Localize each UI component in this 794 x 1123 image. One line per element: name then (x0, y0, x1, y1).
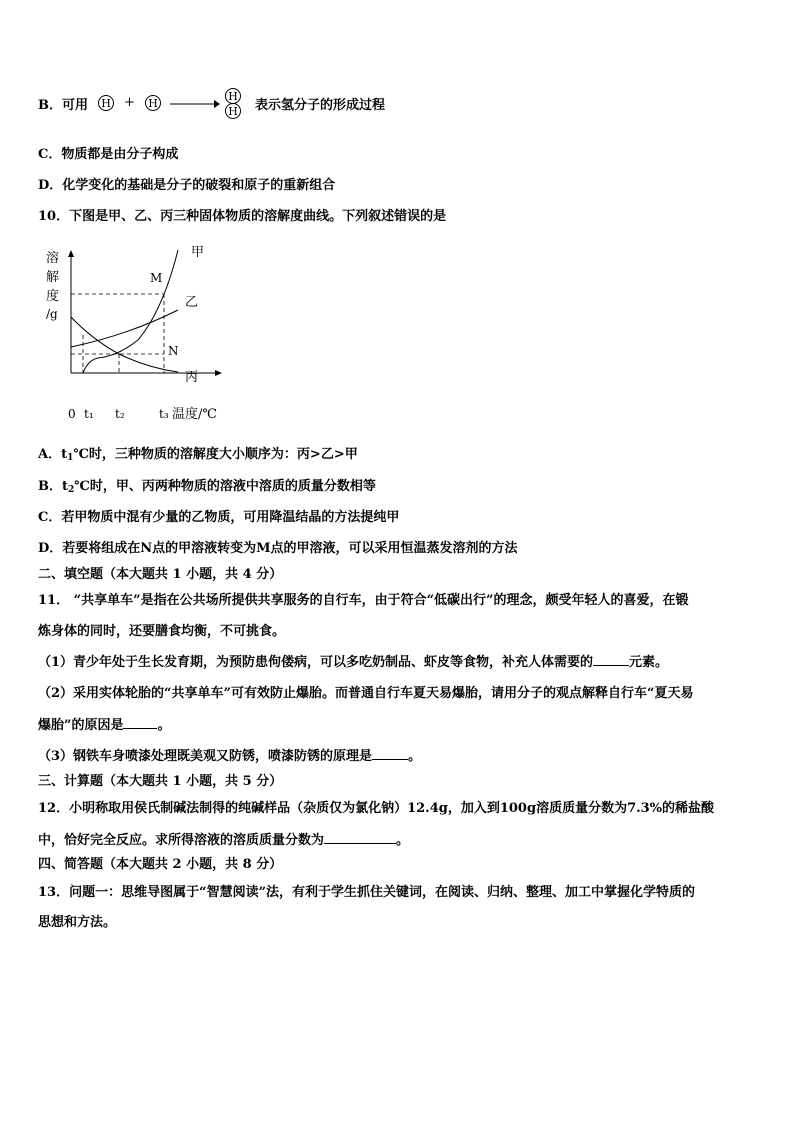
point-label-m: M (150, 271, 163, 285)
q10-option-b-text: ℃时，甲、丙两种物质的溶液中溶质的质量分数相等 (74, 479, 376, 494)
q12-line-2 (38, 831, 409, 850)
option-b (38, 97, 88, 115)
x-axis-label: 温度/℃ (172, 407, 217, 422)
series-label-bing: 丙 (185, 370, 199, 385)
q11-sub-3 (38, 747, 421, 766)
q10-option-b-prefix: B．t (38, 479, 68, 494)
q10-option-d: D．若要将组成在N点的甲溶液转变为M点的甲溶液，可以采用恒温蒸发溶剂的方法 (38, 541, 518, 556)
q11-sub-1-suffix: 元素。 (629, 655, 669, 670)
y-axis-label-char: 溶 (46, 251, 60, 266)
q11-sub-1 (38, 653, 668, 672)
hydrogen-atom-icon: H (145, 95, 161, 111)
subscript-1: 1 (67, 453, 74, 463)
option-d: D．化学变化的基础是分子的破裂和原子的重新组合 (38, 178, 336, 193)
option-c: C．物质都是由分子构成 (38, 147, 179, 162)
answer-blank[interactable] (123, 716, 157, 729)
q11-sub-3-text: （3）钢铁车身喷漆处理既美观又防锈，喷漆防锈的原理是 (38, 749, 373, 764)
series-label-jia: 甲 (191, 245, 205, 260)
q10-option-a-prefix: A．t (38, 447, 68, 462)
plus-sign: + (124, 95, 135, 110)
q11-line-2: 炼身体的同时，还要膳食均衡，不可挑食。 (38, 624, 286, 639)
section-3-heading: 三、计算题（本大题共 1 小题，共 5 分） (38, 774, 283, 789)
y-axis-label-char: /g (46, 307, 58, 321)
q12-line-1: 12．小明称取用侯氏制碱法制得的纯碱样品（杂质仅为氯化钠）12.4g，加入到100g溶质质量分数为7.3%的稀盐酸 (38, 801, 715, 816)
y-axis-label-char: 度 (46, 289, 60, 304)
q12-text: 中，恰好完全反应。求所得溶液的溶质质量分数为 (38, 833, 325, 848)
question-10-stem: 10．下图是甲、乙、丙三种固体物质的溶解度曲线。下列叙述错误的是 (38, 209, 447, 224)
y-axis-arrow-icon (68, 250, 74, 257)
x-tick-label: t₂ (115, 407, 125, 421)
q11-sub-2-line-1: （2）采用实体轮胎的“共享单车”可有效防止爆胎。而普通自行车夏天易爆胎，请用分子的观点解释自行车“夏天易 (38, 686, 694, 701)
hydrogen-molecule-bottom-atom-icon: H (225, 103, 241, 119)
q10-option-a (38, 446, 358, 467)
solubility-chart (38, 240, 238, 430)
point-label-n: N (168, 344, 179, 358)
q11-sub-2-suffix: 。 (157, 718, 171, 733)
q12-suffix: 。 (396, 833, 410, 848)
hydrogen-atom-icon: H (98, 95, 114, 111)
x-tick-label: 0 (68, 407, 76, 421)
option-b-suffix: 表示氢分子的形成过程 (255, 98, 386, 113)
series-label-yi: 乙 (185, 295, 199, 310)
q13-line-2: 思想和方法。 (38, 915, 117, 930)
curve-yi (71, 310, 178, 347)
q13-line-1: 13．问题一：思维导图属于“智慧阅读”法，有利于学生抓住关键词，在阅读、归纳、整理、加工中掌握化学特质的 (38, 885, 696, 900)
answer-blank[interactable] (324, 831, 396, 844)
curve-bing (71, 317, 178, 372)
q11-line-1: 11． “共享单车”是指在公共场所提供共享服务的自行车，由于符合“低碳出行”的理念，颇受年轻人的喜爱，在锻 (38, 593, 689, 608)
q11-sub-2-line-2 (38, 716, 171, 735)
answer-blank[interactable] (372, 747, 408, 760)
x-axis-arrow-icon (215, 370, 222, 376)
q11-sub-3-suffix: 。 (408, 749, 422, 764)
x-tick-label: t₃ (159, 407, 169, 421)
q10-option-b (38, 478, 376, 499)
x-tick-label: t₁ (84, 407, 94, 421)
q11-sub-2-text: 爆胎”的原因是 (38, 718, 124, 733)
q10-option-a-text: ℃时，三种物质的溶解度大小顺序为：丙>乙>甲 (73, 447, 358, 462)
q11-sub-1-text: （1）青少年处于生长发育期，为预防患佝偻病，可以多吃奶制品、虾皮等食物，补充人体需要的 (38, 655, 594, 670)
section-2-heading: 二、填空题（本大题共 1 小题，共 4 分） (38, 567, 283, 582)
subscript-2: 2 (68, 485, 75, 495)
answer-blank[interactable] (593, 653, 629, 666)
reaction-arrow-icon (168, 97, 220, 111)
hydrogen-molecule-top-atom-icon: H (225, 88, 241, 104)
y-axis-label-char: 解 (46, 270, 60, 285)
section-4-heading: 四、简答题（本大题共 2 小题，共 8 分） (38, 857, 283, 872)
q10-option-c: C．若甲物质中混有少量的乙物质，可用降温结晶的方法提纯甲 (38, 510, 400, 525)
option-b-prefix: B．可用 (38, 98, 88, 113)
